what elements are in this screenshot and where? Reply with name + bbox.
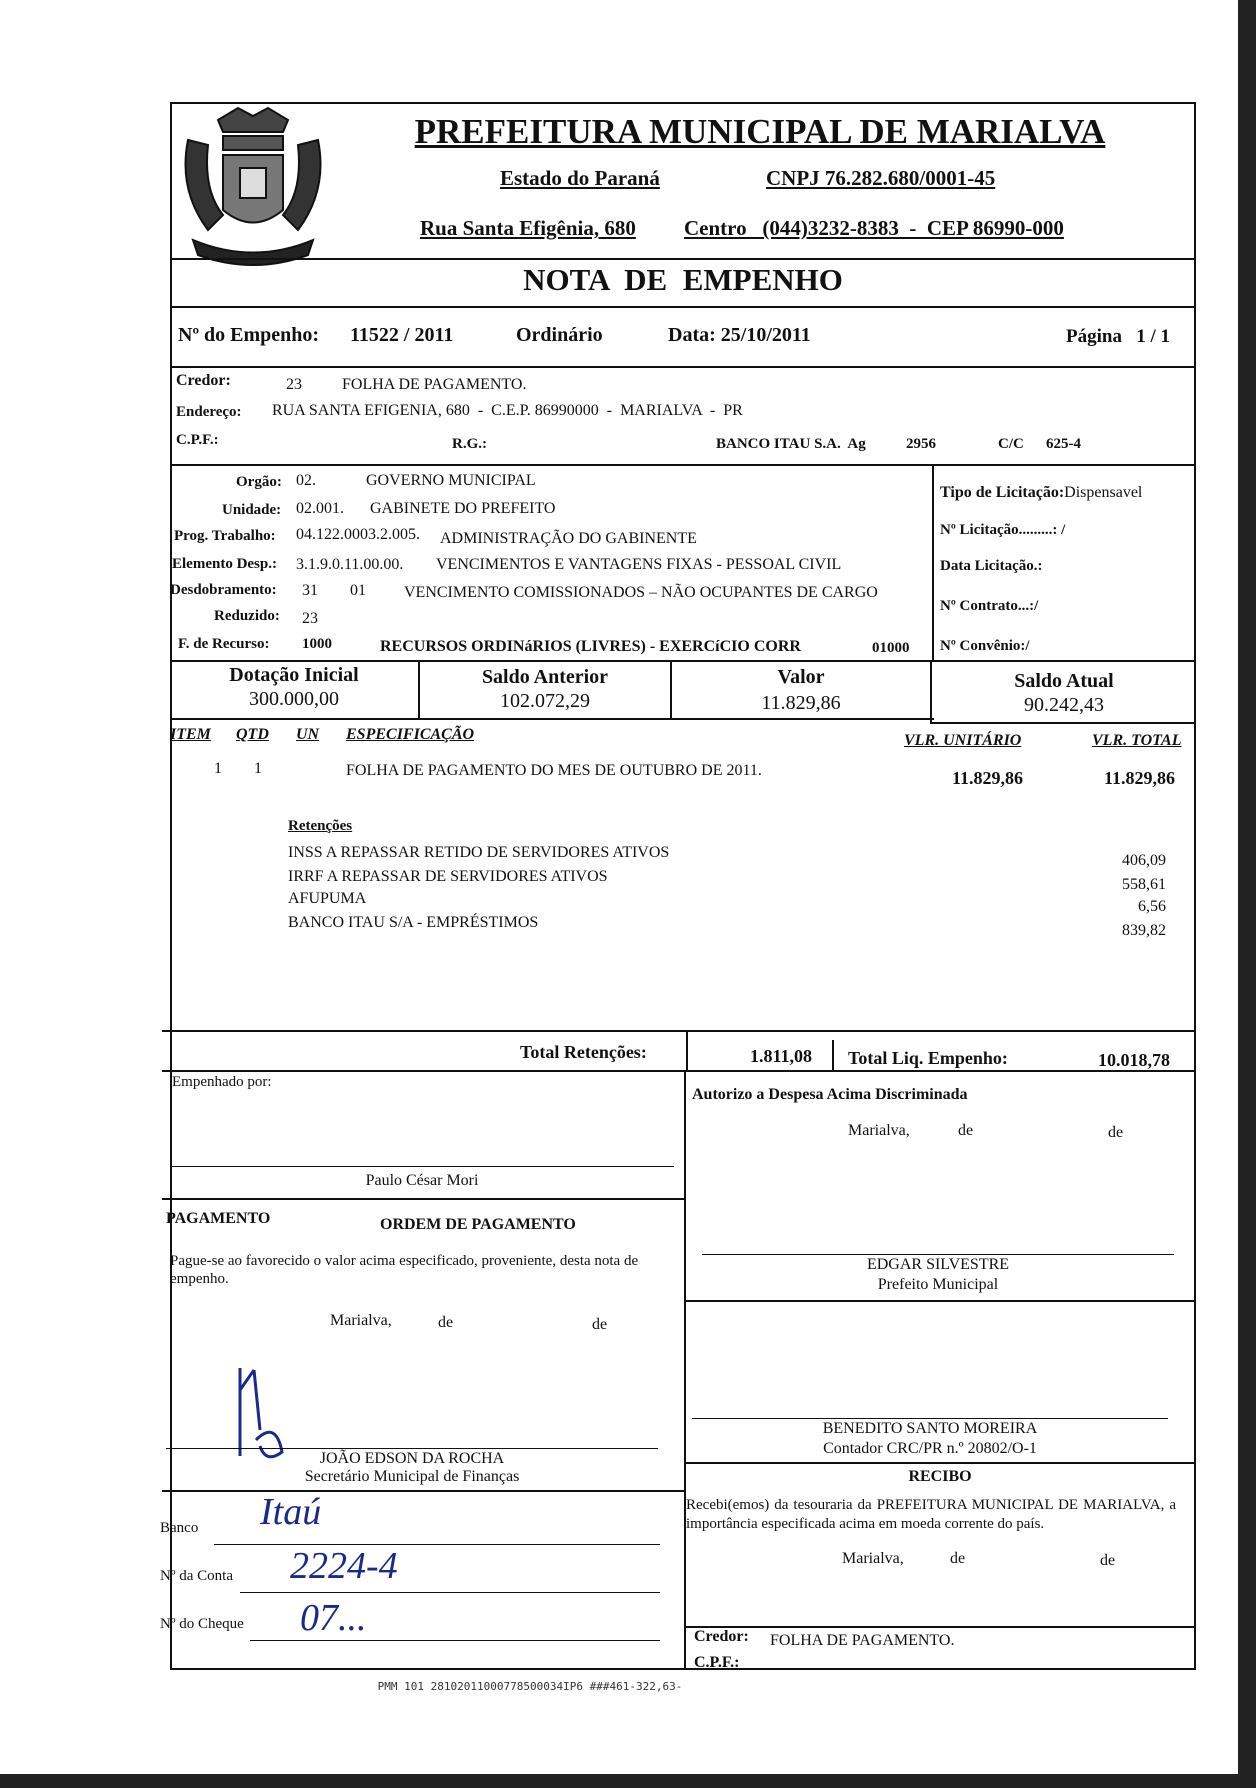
divider	[170, 464, 1196, 466]
pagamento-label: PAGAMENTO	[166, 1210, 271, 1227]
saldo-anterior-label: Saldo Anterior	[481, 666, 609, 688]
retencao-desc: AFUPUMA	[288, 890, 367, 907]
divider	[684, 1626, 1196, 1628]
recurso-code: 1000	[302, 636, 332, 652]
credor-name: FOLHA DE PAGAMENTO.	[342, 376, 527, 393]
address-rest: Centro (044)3232-8383 - CEP 86990-000	[684, 216, 1064, 240]
recibo-cpf-label: C.P.F.:	[694, 1654, 740, 1671]
bank-agency: 2956	[906, 436, 936, 452]
page-title: PREFEITURA MUNICIPAL DE MARIALVA	[414, 112, 1106, 151]
marialva-label: Marialva,	[848, 1122, 910, 1139]
retencao-value: 558,61	[1122, 876, 1166, 893]
conta-line	[240, 1592, 660, 1593]
banco-handwritten: Itaú	[260, 1491, 322, 1533]
total-retencoes-value: 1.811,08	[750, 1046, 813, 1066]
cc-label: C/C	[998, 436, 1024, 452]
divider	[170, 306, 1196, 308]
unidade-name: GABINETE DO PREFEITO	[370, 500, 556, 517]
de-label: de	[438, 1314, 454, 1331]
signature-line	[702, 1254, 1174, 1255]
data-licitacao: Data Licitação.:	[940, 558, 1043, 574]
valor-value: 11.829,86	[761, 692, 841, 714]
orgao-label: Orgão:	[236, 474, 282, 490]
saldo-atual-label: Saldo Atual	[1014, 670, 1114, 692]
n-licitacao: Nº Licitação.........: /	[940, 522, 1066, 538]
orgao-code: 02.	[296, 472, 316, 489]
elemento-label: Elemento Desp.:	[172, 556, 277, 572]
prog-label: Prog. Trabalho:	[174, 528, 276, 544]
secretario-nome: JOÃO EDSON DA ROCHA	[319, 1450, 505, 1467]
item-number: 1	[214, 760, 222, 777]
recurso-code2: 01000	[872, 640, 910, 656]
retencao-value: 839,82	[1122, 922, 1166, 939]
item-spec: FOLHA DE PAGAMENTO DO MES DE OUTUBRO DE 2011.	[346, 762, 762, 779]
total-retencoes-label: Total Retenções:	[520, 1042, 647, 1062]
total-liquido-value: 10.018,78	[1098, 1050, 1170, 1070]
empenho-number-label: Nº do Empenho:	[178, 324, 320, 346]
credor-code: 23	[286, 376, 302, 393]
reduzido-label: Reduzido:	[214, 608, 280, 624]
signature-line	[170, 1166, 674, 1167]
tipo-licitacao	[940, 484, 1142, 502]
empenho-type: Ordinário	[516, 324, 603, 346]
endereco-value: RUA SANTA EFIGENIA, 680 - C.E.P. 86990000 - MARIALVA - PR	[272, 402, 743, 419]
dotacao-inicial-value: 300.000,00	[249, 688, 339, 710]
col-total: VLR. TOTAL	[1092, 732, 1182, 749]
marialva-label: Marialva,	[330, 1312, 392, 1329]
desdobramento-code-b: 01	[350, 582, 366, 599]
divider	[162, 1490, 684, 1492]
orgao-name: GOVERNO MUNICIPAL	[366, 472, 536, 489]
divider-vertical	[684, 1072, 686, 1670]
col-un: UN	[296, 726, 320, 743]
empenho-number: 11522 / 2011	[350, 324, 454, 346]
col-item: ITEM	[170, 726, 211, 743]
cnpj-label: CNPJ 76.282.680/0001-45	[766, 166, 996, 190]
saldo-atual-value: 90.242,43	[1024, 694, 1104, 716]
prefeito-cargo: Prefeito Municipal	[877, 1276, 999, 1293]
bank-name: BANCO ITAU S.A. Ag	[716, 436, 866, 452]
divider	[170, 660, 1196, 662]
divider-vertical	[832, 1040, 834, 1072]
prog-name: ADMINISTRAÇÃO DO GABINENTE	[440, 530, 697, 547]
item-qtd: 1	[254, 760, 262, 777]
dotacao-inicial-label: Dotação Inicial	[229, 664, 359, 686]
divider	[684, 1300, 1196, 1302]
divider	[162, 1070, 1196, 1072]
de-label: de	[1100, 1552, 1116, 1569]
ordem-pagamento-label: ORDEM DE PAGAMENTO	[380, 1216, 576, 1233]
table-row	[170, 756, 1190, 786]
doc-title: NOTA DE EMPENHO	[523, 262, 843, 297]
empenhado-por-nome: Paulo César Mori	[365, 1172, 479, 1189]
divider	[170, 366, 1196, 368]
unidade-code: 02.001.	[296, 500, 344, 517]
divider	[930, 722, 1196, 724]
desdobramento-name: VENCIMENTO COMISSIONADOS – NÃO OCUPANTES DE CARGO	[404, 584, 878, 601]
recibo-credor-label: Credor:	[694, 1628, 749, 1645]
cheque-label: Nº do Cheque	[160, 1616, 244, 1632]
divider-vertical	[686, 1030, 688, 1070]
col-spec: ESPECIFICAÇÃO	[346, 726, 475, 743]
valor-label: Valor	[777, 666, 825, 688]
tipo-licitacao-value: Dispensavel	[1064, 484, 1143, 501]
recibo-title: RECIBO	[908, 1468, 972, 1485]
conta-label: Nº da Conta	[160, 1568, 233, 1584]
banco-line	[214, 1544, 660, 1545]
empenhado-por-label: Empenhado por:	[172, 1074, 272, 1090]
scan-edge	[0, 1774, 1256, 1788]
divider	[170, 258, 1196, 260]
cheque-handwritten: 07...	[300, 1597, 367, 1639]
recibo-credor-value: FOLHA DE PAGAMENTO.	[770, 1632, 955, 1649]
rg-label: R.G.:	[452, 436, 487, 452]
total-liquido-label: Total Liq. Empenho:	[848, 1048, 1008, 1068]
elemento-name: VENCIMENTOS E VANTAGENS FIXAS - PESSOAL CIVIL	[436, 556, 842, 573]
contador-cargo: Contador CRC/PR n.º 20802/O-1	[823, 1440, 1037, 1457]
recurso-name: RECURSOS ORDINáRIOS (LIVRES) - EXERCíCIO CORR	[380, 638, 801, 655]
recibo-text: Recebi(emos) da tesouraria da PREFEITURA MUNICIPAL DE MARIALVA, a importância especificada acima em moeda corrente do país.	[686, 1497, 1176, 1532]
de-label: de	[1108, 1124, 1124, 1141]
divider	[162, 1030, 1196, 1032]
scan-edge	[1238, 0, 1256, 1788]
recurso-label: F. de Recurso:	[178, 636, 270, 652]
item-unit-value: 11.829,86	[952, 768, 1024, 788]
prog-code: 04.122.0003.2.005.	[296, 526, 420, 543]
divider-vertical	[932, 464, 934, 662]
divider	[170, 718, 934, 720]
conta-handwritten: 2224-4	[290, 1545, 398, 1587]
de-label: de	[950, 1550, 966, 1567]
secretario-cargo: Secretário Municipal de Finanças	[304, 1468, 520, 1485]
credor-label: Credor:	[176, 372, 231, 389]
coat-of-arms-icon	[178, 100, 328, 270]
address-street: Rua Santa Efigênia, 680	[420, 216, 636, 240]
retencao-desc: BANCO ITAU S/A - EMPRÉSTIMOS	[288, 914, 539, 931]
signature-line	[692, 1418, 1168, 1419]
endereco-label: Endereço:	[176, 404, 242, 420]
empenho-date: Data: 25/10/2011	[668, 324, 811, 346]
marialva-label: Marialva,	[842, 1550, 904, 1567]
divider	[162, 1198, 684, 1200]
signature-line	[166, 1448, 658, 1449]
desdobramento-code-a: 31	[302, 582, 318, 599]
reduzido-code: 23	[302, 610, 318, 627]
cpf-label: C.P.F.:	[176, 432, 219, 448]
state-label: Estado do Paraná	[500, 166, 660, 190]
page-number: Página 1 / 1	[1066, 326, 1170, 347]
cheque-line	[250, 1640, 660, 1641]
unidade-label: Unidade:	[222, 502, 282, 518]
prefeito-nome: EDGAR SILVESTRE	[866, 1256, 1010, 1273]
elemento-code: 3.1.9.0.11.00.00.	[296, 556, 404, 573]
divider	[684, 1462, 1196, 1464]
barcode-text: PMM 101 28102011000778500034IP6 ###461-322,63-	[377, 1680, 683, 1693]
retencao-desc: INSS A REPASSAR RETIDO DE SERVIDORES ATIVOS	[288, 844, 670, 861]
banco-label: Banco	[160, 1520, 199, 1536]
retencoes-title: Retenções	[288, 818, 353, 834]
autorizo-label: Autorizo a Despesa Acima Discriminada	[692, 1086, 968, 1103]
retencao-desc: IRRF A REPASSAR DE SERVIDORES ATIVOS	[288, 868, 608, 885]
tipo-licitacao-label: Tipo de Licitação:	[940, 484, 1065, 501]
de-label: de	[592, 1316, 608, 1333]
retencao-value: 6,56	[1138, 898, 1166, 915]
pague-se-text: Pague-se ao favorecido o valor acima especificado, proveniente, desta nota de empenho.	[170, 1253, 639, 1287]
col-qtd: QTD	[236, 726, 269, 743]
desdobramento-label: Desdobramento:	[170, 582, 277, 598]
item-total-value: 11.829,86	[1104, 768, 1176, 788]
n-contrato: Nº Contrato...:/	[940, 598, 1039, 614]
col-unit: VLR. UNITÁRIO	[904, 732, 1022, 749]
retencao-value: 406,09	[1122, 852, 1166, 869]
de-label: de	[958, 1122, 974, 1139]
saldo-anterior-value: 102.072,29	[500, 690, 590, 712]
n-convenio: Nº Convênio:/	[940, 638, 1030, 654]
contador-nome: BENEDITO SANTO MOREIRA	[822, 1420, 1038, 1437]
cc-value: 625-4	[1046, 436, 1081, 452]
